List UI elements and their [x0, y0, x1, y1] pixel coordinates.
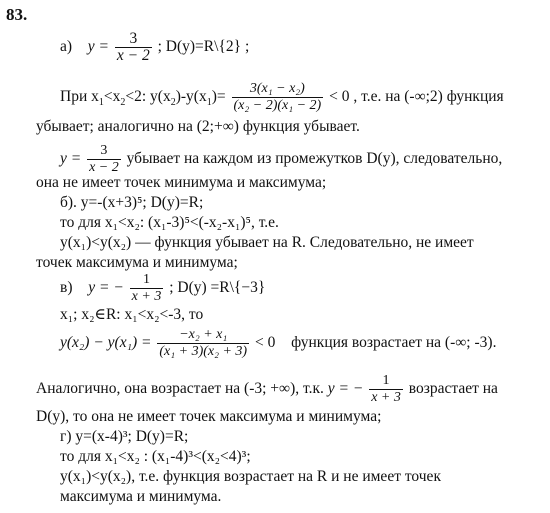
fraction-numerator: 3 [87, 143, 121, 160]
part-a-domain: ; D(y)=R\{2} ; [157, 38, 250, 56]
line-12-suffix: функция возрастает на (-∞; -3). [291, 334, 497, 352]
line-13 [36, 373, 498, 406]
line-8: y(x₁)<y(x₂) — функция убывает на R. Следовательно, не имеет [60, 234, 474, 251]
part-a-y: y = [87, 38, 110, 56]
line-2-fraction [232, 81, 324, 114]
line-2-cond2: <2: y(x [125, 88, 171, 106]
line-12-lhs: y(x₂) − y(x₁) = [60, 334, 152, 352]
line-11: x₁; x₂∈R: x₁<x₂<-3, то [60, 306, 204, 323]
line-4 [60, 143, 502, 176]
part-a-fraction [115, 31, 152, 64]
line-17: y(x₁)<y(x₂), т.е. функция возрастает на R и не имеет точек [60, 468, 441, 485]
fraction-numerator: 1 [369, 373, 403, 390]
fraction-numerator: −x₂ + x₁ [157, 327, 249, 344]
line-13-suffix: возрастает на [408, 380, 498, 398]
fraction-numerator: 3(x₁ − x₂) [232, 81, 324, 98]
part-v-domain: ; D(y) =R\{−3} [169, 279, 266, 297]
line-2-prefix: При x [60, 88, 99, 106]
line-4-fraction [87, 143, 121, 176]
fraction-denominator: (x₂ − 2)(x₁ − 2) [233, 98, 322, 113]
line-13-y: y = − [327, 380, 364, 398]
fraction-denominator: (x₁ + 3)(x₂ + 3) [159, 344, 248, 359]
part-v-label: в) [60, 279, 73, 297]
line-16: то для x₁<x₂ : (x₁-4)³<(x₂<4)³; [60, 448, 251, 465]
line-18: максимума и минимума. [60, 488, 222, 505]
line-14: D(y), то она не имеет точек максимума и минимума; [36, 408, 382, 425]
part-a-label: а) [60, 38, 73, 56]
part-v-fraction [130, 272, 164, 305]
line-4-suffix: убывает на каждом из промежутков D(y), следовательно, [126, 150, 503, 168]
fraction-numerator: 3 [115, 31, 152, 48]
fraction-denominator: x − 2 [89, 160, 119, 175]
line-6: б). y=-(x+3)⁵; D(y)=R; [60, 194, 204, 211]
line-12-relation: < 0 [254, 334, 276, 352]
line-3: убывает; аналогично на (2;+∞) функция убывает. [36, 118, 360, 135]
line-2: При $x_1<x_2<2$: $y(x_2)-y(x_1)=$ $\frac{\text{3(x₁ − x₂)}}{\text{(x₂ − 2)(x₁ − 2)}}$ < 0 , т.е. на (-∞;2) функция [60, 81, 504, 113]
line-5: она не имеет точек минимума и максимума; [36, 174, 327, 191]
line-2-mid2: )= [211, 88, 226, 106]
problem-number: 83. [6, 5, 28, 24]
fraction-denominator: x − 2 [116, 47, 150, 64]
line-9: точек максимума и минимума; [36, 254, 238, 271]
line-4-y: y = [60, 150, 82, 168]
line-13-fraction [369, 373, 403, 406]
part-a-line [60, 31, 249, 64]
line-2-mid1: )-y(x [175, 88, 207, 106]
fraction-numerator: 1 [130, 272, 164, 289]
fraction-denominator: x + 3 [131, 289, 162, 304]
line-7: то для x₁<x₂: (x₁-3)⁵<(-x₂-x₁)⁵, т.е. [60, 214, 279, 231]
line-15: г) y=(x-4)³; D(y)=R; [60, 428, 189, 445]
line-12 [60, 327, 496, 360]
line-12-fraction [157, 327, 249, 360]
fraction-denominator: x + 3 [371, 390, 401, 405]
line-2-suffix: < 0 , т.е. на (-∞;2) функция [329, 88, 504, 106]
line-13-prefix: Аналогично, она возрастает на (-3; +∞), т.к. [36, 380, 324, 398]
line-2-cond: <x [103, 88, 121, 106]
part-v-line [60, 272, 265, 305]
part-v-y: y = − [88, 279, 124, 297]
